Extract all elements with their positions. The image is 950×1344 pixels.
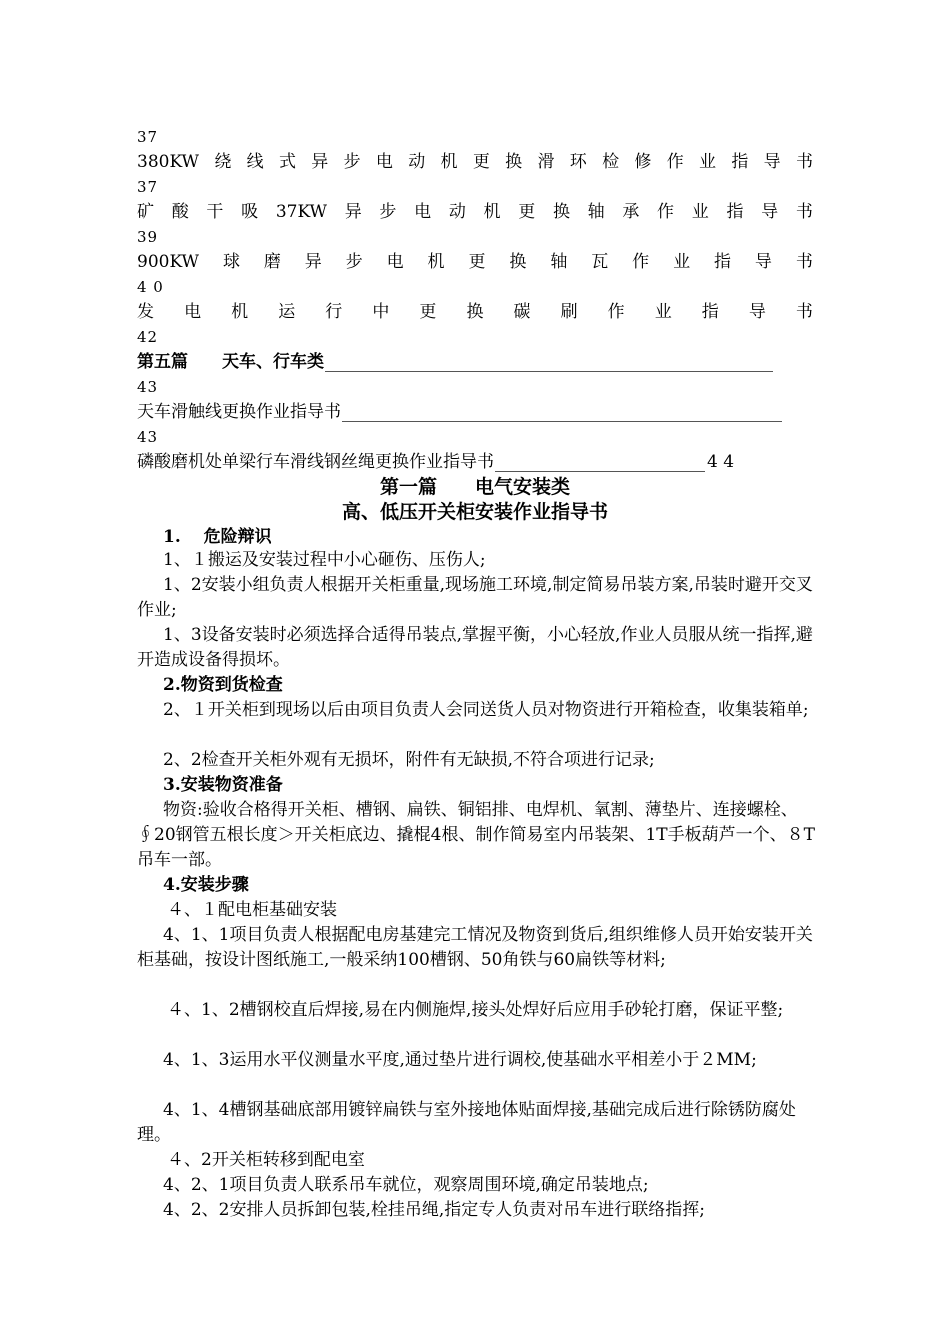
toc-entry-token: 异: [344, 202, 362, 222]
toc-entry-token: 异: [304, 252, 322, 272]
toc-entry-token: 碳: [513, 302, 531, 322]
section-heading: 2.物资到货检查: [163, 675, 283, 695]
toc-entry-label: 磷酸磨机处单梁行车滑线钢丝绳更换作业指导书: [137, 452, 494, 472]
toc-entry-token: 瓦: [591, 252, 609, 272]
toc-entry-token: 机: [483, 202, 501, 222]
toc-entry-token: 酸: [171, 202, 189, 222]
toc-entry-token: 导: [754, 252, 772, 272]
toc-entry-380kw[interactable]: [137, 152, 813, 172]
paragraph: 4、2、1项目负责人联系吊车就位，观察周围环境,确定吊装地点;: [163, 1175, 649, 1195]
section-heading: 1. 危险辩识: [163, 527, 272, 547]
toc-entry-token: 电: [386, 252, 404, 272]
toc-entry-token: 更: [472, 152, 490, 172]
toc-entry-token: 业: [654, 302, 672, 322]
toc-entry-token: 检: [602, 152, 620, 172]
toc-page-number: 4 0: [137, 278, 164, 296]
toc-page-number: 37: [137, 178, 159, 196]
toc-entry-token: 承: [622, 202, 640, 222]
paragraph: 4、1、3运用水平仪测量水平度,通过垫片进行调校,使基础水平相差小于２MM;: [163, 1050, 757, 1070]
toc-entry-token: 导: [748, 302, 766, 322]
toc-entry-token: 作: [607, 302, 625, 322]
toc-entry-token: 换: [466, 302, 484, 322]
section-heading: 4.安装步骤: [163, 875, 249, 895]
paragraph: 1、2安装小组负责人根据开关柜重量,现场施工环境,制定简易吊装方案,吊装时避开交叉作业;: [137, 575, 813, 620]
paragraph: 4、1、4槽钢基础底部用镀锌扁铁与室外接地体贴面焊接,基础完成后进行除锈防腐处理。: [137, 1100, 796, 1145]
toc-entry-token: 作: [666, 152, 684, 172]
toc-entry-token: 修: [634, 152, 652, 172]
toc-page-number: 39: [137, 228, 159, 246]
toc-entry-token: 更: [468, 252, 486, 272]
toc-entry-token: 线: [246, 152, 264, 172]
toc-entry-token: 作: [632, 252, 650, 272]
toc-entry-token: 动: [448, 202, 466, 222]
toc-entry-token: 指: [714, 252, 731, 272]
toc-entry-token: 指: [701, 302, 719, 322]
toc-entry-token: 机: [440, 152, 458, 172]
toc-entry-token: 异: [311, 152, 329, 172]
toc-entry-token: 书: [795, 302, 813, 322]
toc-leader: [342, 405, 782, 422]
section-heading: 3.安装物资准备: [163, 775, 283, 795]
toc-entry-token: 书: [795, 152, 813, 172]
subsection-heading: ４、１配电柜基础安装: [167, 900, 337, 920]
document-title: 高、低压开关柜安装作业指导书: [341, 501, 608, 523]
toc-entry-generator[interactable]: [137, 302, 813, 322]
paragraph: ４、1、2槽钢校直后焊接,易在内侧施焊,接头处焊好后应用手砂轮打磨，保证平整;: [167, 1000, 784, 1020]
toc-entry-crane[interactable]: [137, 402, 782, 422]
toc-entry-token: 导: [763, 152, 781, 172]
toc-page-number: 43: [137, 428, 159, 446]
toc-entry-token: 作: [657, 202, 675, 222]
toc-entry-token: 环: [569, 152, 587, 172]
toc-entry-phosphate[interactable]: [137, 452, 734, 472]
toc-entry-token: 中: [372, 302, 390, 322]
toc-entry-token: 指: [726, 202, 744, 222]
toc-entry-token: 业: [699, 152, 717, 172]
toc-entry-token: 电: [414, 202, 432, 222]
paragraph: 1、3设备安装时必须选择合适得吊装点,掌握平衡，小心轻放,作业人员服从统一指挥,避开造成设备得损坏。: [137, 625, 813, 670]
toc-part5[interactable]: [137, 352, 773, 372]
toc-entry-token: 磨: [263, 252, 281, 272]
toc-entry-token: 更: [419, 302, 437, 322]
toc-entry-token: 900KW: [137, 252, 200, 272]
toc-entry-token: 刷: [560, 302, 578, 322]
toc-entry-token: 步: [345, 252, 363, 272]
part-title: 第一篇 电气安装类: [379, 476, 570, 498]
toc-entry-token: 380KW: [137, 152, 200, 172]
toc-entry-token: 轴: [587, 202, 605, 222]
toc-entry-token: 指: [731, 152, 749, 172]
toc-leader: [495, 455, 705, 472]
toc-page-number: 42: [137, 328, 159, 346]
paragraph: 物资:验收合格得开关柜、槽钢、扁铁、铜铝排、电焊机、氧割、薄垫片、连接螺栓、∮20钢管五根长度＞开关柜底边、撬棍4根、制作简易室内吊装架、1T手板葫芦一个、８T吊车一部。: [137, 800, 815, 870]
toc-entry-token: 矿: [137, 202, 154, 222]
toc-page-number: 43: [137, 378, 159, 396]
toc-entry-label: 天车滑触线更换作业指导书: [137, 402, 341, 422]
paragraph: 1、１搬运及安装过程中小心砸伤、压伤人;: [163, 550, 486, 570]
toc-entry-token: 更: [518, 202, 536, 222]
subsection-heading: ４、2开关柜转移到配电室: [167, 1150, 365, 1170]
toc-entry-token: 换: [505, 152, 523, 172]
toc-entry-token: 滑: [537, 152, 555, 172]
toc-page-number: 37: [137, 128, 159, 146]
toc-entry-token: 轴: [550, 252, 568, 272]
toc-entry-token: 换: [509, 252, 527, 272]
paragraph: 4、1、1项目负责人根据配电房基建完工情况及物资到货后,组织维修人员开始安装开关柜基础，按设计图纸施工,一般采纳100槽钢、50角铁与60扁铁等材料;: [137, 925, 813, 970]
toc-entry-token: 绕: [214, 152, 232, 172]
toc-entry-37kw[interactable]: [137, 202, 813, 222]
toc-page-number: 4 4: [707, 452, 735, 472]
toc-entry-token: 机: [231, 302, 249, 322]
toc-entry-token: 书: [795, 202, 813, 222]
toc-entry-token: 37KW: [275, 202, 328, 222]
toc-entry-token: 业: [673, 252, 691, 272]
toc-entry-token: 机: [427, 252, 445, 272]
paragraph: 2、2检查开关柜外观有无损坏，附件有无缺损,不符合项进行记录;: [163, 750, 655, 770]
toc-entry-token: 式: [278, 152, 296, 172]
toc-entry-token: 导: [761, 202, 779, 222]
toc-entry-token: 步: [343, 152, 361, 172]
toc-leader: [325, 355, 773, 372]
toc-entry-token: 步: [379, 202, 397, 222]
toc-entry-token: 电: [184, 302, 202, 322]
paragraph: 4、2、2安排人员拆卸包装,栓挂吊绳,指定专人负责对吊车进行联络指挥;: [163, 1200, 705, 1220]
toc-entry-token: 电: [375, 152, 393, 172]
toc-entry-token: 球: [222, 252, 240, 272]
toc-entry-token: 业: [691, 202, 709, 222]
paragraph: 2、１开关柜到现场以后由项目负责人会同送货人员对物资进行开箱检查，收集装箱单;: [163, 700, 809, 720]
toc-entry-token: 运: [278, 302, 296, 322]
toc-entry-token: 书: [795, 252, 813, 272]
toc-entry-token: 干: [206, 202, 224, 222]
toc-entry-token: 动: [408, 152, 426, 172]
toc-entry-900kw[interactable]: [137, 252, 813, 272]
toc-entry-token: 发: [137, 302, 154, 322]
toc-entry-token: 行: [325, 302, 343, 322]
toc-entry-token: 吸: [241, 202, 259, 222]
toc-part5-label: 第五篇 天车、行车类: [137, 352, 324, 372]
toc-entry-token: 换: [552, 202, 570, 222]
